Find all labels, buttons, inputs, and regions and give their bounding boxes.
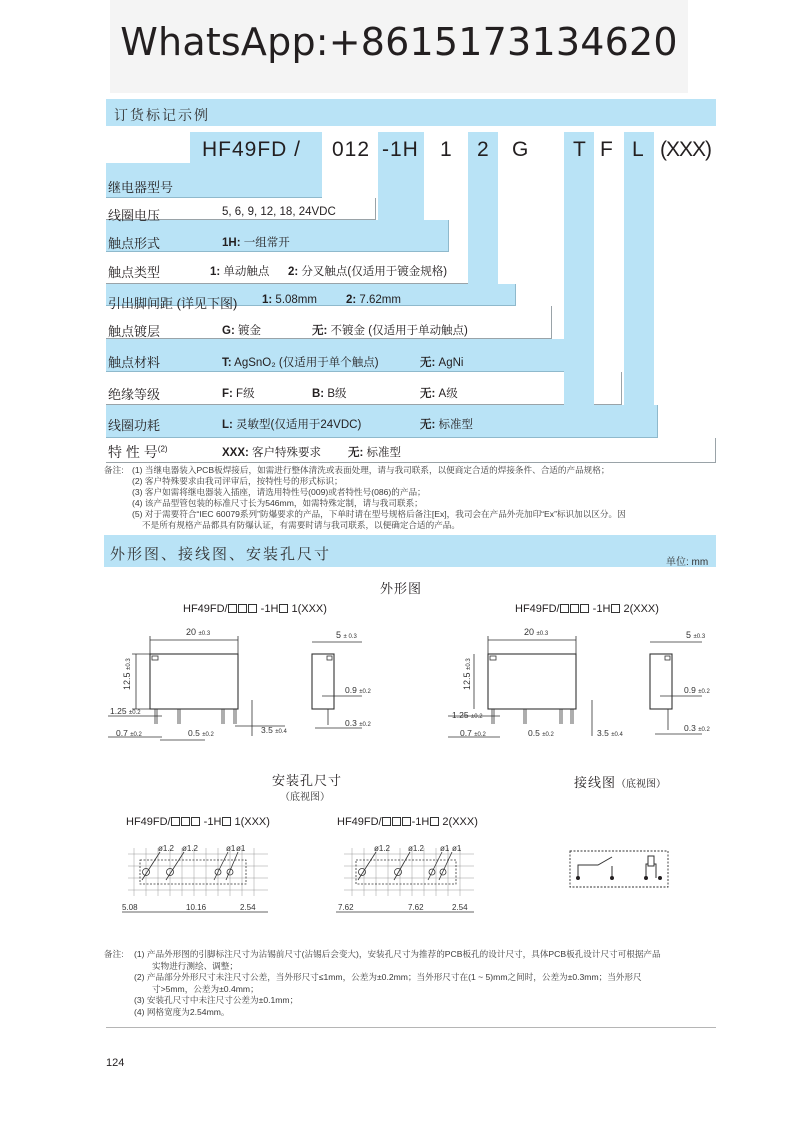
mounting-drawing-1 (118, 840, 278, 920)
svg-text:ø1.2: ø1.2 (374, 844, 391, 853)
svg-text:ø1: ø1 (452, 844, 462, 853)
dim-width: 5 ± 0.3 (336, 630, 357, 640)
text: 客户特殊要求 (248, 447, 322, 459)
svg-text:1.25 ±0.2: 1.25 ±0.2 (452, 710, 483, 720)
svg-text:0.5 ±0.2: 0.5 ±0.2 (188, 728, 214, 738)
dim-note-1-cont: 实物进行测绘、调整； (152, 960, 238, 971)
code-material: T (573, 138, 587, 161)
suffix: 1(XXX) (288, 603, 327, 615)
text: 单动触点 (220, 266, 270, 278)
text: 一组常开 (240, 237, 290, 249)
value-coil-power-2 (420, 416, 473, 432)
key: G: (222, 325, 235, 337)
watermark-text: WhatsApp:+8615173134620 (120, 20, 678, 64)
svg-text:0.9 ±0.2: 0.9 ±0.2 (684, 685, 710, 695)
key: L: (222, 419, 233, 431)
svg-text:7.62: 7.62 (338, 903, 354, 912)
value-contact-form (222, 234, 290, 250)
row-box-coil-power (106, 405, 658, 438)
text: 标准型 (435, 419, 474, 431)
svg-text:0.3 ±0.2: 0.3 ±0.2 (684, 723, 710, 733)
note-3: (3) 客户如需将继电器装入插座，请选用特性号(009)或者特性号(086)的产品； (132, 487, 426, 497)
ordering-notes (132, 465, 722, 531)
terminal-dots (576, 876, 662, 880)
code-contact-form: -1H (382, 138, 419, 161)
label-contact-form: 触点形式 (108, 236, 161, 251)
col-stripe-T (564, 132, 594, 405)
wiring-diagram (568, 848, 672, 890)
key: T: (222, 357, 232, 369)
key: XXX: (222, 447, 249, 459)
svg-text:5 ±0.3: 5 ±0.3 (686, 630, 706, 640)
text: AgSnO₂ (仅适用于单个触点) (231, 357, 379, 369)
svg-text:ø1: ø1 (440, 844, 450, 853)
value-coil-voltage: 5, 6, 9, 12, 18, 24VDC (222, 206, 336, 218)
code-feature: (XXX) (660, 138, 712, 161)
label-coil-voltage: 线圈电压 (108, 208, 161, 223)
code-contact-type: 1 (440, 138, 453, 161)
dim-note-2: (2) 产品部分外形尺寸未注尺寸公差，当外形尺寸≤1mm，公差为±0.2mm；当外形尺寸在(1 ~ 5)mm之间时，公差为±0.3mm；当外形尺 (134, 972, 642, 982)
svg-text:ø1: ø1 (236, 844, 246, 853)
dim-note-3: (3) 安装孔尺寸中未注尺寸公差为±0.1mm； (134, 995, 299, 1005)
wiring-title-text: 接线图 (574, 775, 617, 790)
code-voltage: 012 (332, 138, 371, 161)
text: 不镀金 (仅适用于单动触点) (327, 325, 468, 337)
note-5-cont: 不是所有规格产品都具有防爆认证，有需要时请与我司联系，以便确定合适的产品。 (142, 520, 460, 530)
code-model: HF49FD / (202, 138, 302, 161)
text: 标准型 (363, 447, 402, 459)
value-material-1 (222, 354, 379, 370)
code-coil-power: L (632, 138, 645, 161)
prefix: HF49FD/ (183, 603, 228, 615)
svg-text:0.7 ±0.2: 0.7 ±0.2 (460, 728, 486, 738)
svg-text:2.54: 2.54 (240, 903, 256, 912)
dimensions-section-title: 外形图、接线图、安装孔尺寸 (110, 546, 332, 563)
value-insulation-2 (312, 385, 347, 401)
middle: -1H (589, 603, 611, 615)
label-contact-type: 触点类型 (108, 265, 161, 280)
svg-text:ø1.2: ø1.2 (408, 844, 425, 853)
text: F级 (232, 388, 255, 400)
mounting-variant-2 (337, 816, 478, 828)
svg-text:0.7 ±0.2: 0.7 ±0.2 (116, 728, 142, 738)
svg-text:0.5 ±0.2: 0.5 ±0.2 (528, 728, 554, 738)
code-pin-pitch: 2 (477, 138, 490, 161)
value-feature-1 (222, 444, 321, 460)
mounting-drawing-2 (334, 840, 484, 920)
key: B: (312, 388, 325, 400)
prefix: HF49FD/ (337, 816, 382, 828)
outline-variant-2 (515, 603, 659, 615)
label-feature-text: 特 性 号 (108, 444, 158, 460)
text: A级 (435, 388, 458, 400)
outline-drawing-2 (440, 618, 730, 746)
prefix: HF49FD/ (126, 816, 171, 828)
label-insulation: 绝缘等级 (108, 387, 161, 402)
dim-notes-label: 备注: (104, 949, 124, 959)
wiring-subtitle: （底视图） (616, 779, 667, 790)
code-plating: G (512, 138, 530, 161)
key: 无: (420, 388, 436, 400)
text: 5.08mm (272, 294, 317, 306)
svg-text:0.3 ±0.2: 0.3 ±0.2 (345, 718, 371, 728)
middle: -1H (257, 603, 279, 615)
svg-text:1.25 ±0.2: 1.25 ±0.2 (110, 706, 141, 716)
key: 1H: (222, 237, 241, 249)
ordering-section-title: 订货标记示例 (114, 107, 210, 123)
dim-note-4: (4) 网格宽度为2.54mm。 (134, 1006, 230, 1017)
svg-text:12.5 ±0.3: 12.5 ±0.3 (462, 658, 472, 690)
dim-length: 20 ±0.3 (186, 627, 211, 637)
text: 镀金 (234, 325, 261, 337)
label-feature-sup: (2) (157, 444, 168, 454)
label-pin-pitch: 引出脚间距 (详见下图) (108, 296, 238, 311)
key: 2: (288, 266, 299, 278)
key: 1: (262, 294, 273, 306)
svg-text:10.16: 10.16 (186, 903, 207, 912)
key: 无: (348, 447, 364, 459)
note-4: (4) 该产品型管包装的标准尺寸长为546mm，如需特殊定制，请与我司联系； (132, 498, 423, 508)
label-model: 继电器型号 (108, 180, 174, 195)
wiring-title (574, 772, 666, 791)
dim-height: 12.5 ±0.3 (122, 658, 132, 690)
value-plating-1 (222, 322, 261, 338)
outline-variant-1 (183, 603, 327, 615)
note-2: (2) 客户特殊要求由我司评审后，按特性号的形式标识； (132, 476, 343, 486)
svg-text:ø1: ø1 (226, 844, 236, 853)
label-feature (108, 442, 168, 462)
text: AgNi (435, 357, 464, 369)
middle: -1H (411, 816, 430, 828)
value-coil-power-1 (222, 416, 361, 432)
value-plating-2 (312, 322, 468, 338)
value-insulation-1 (222, 385, 255, 401)
svg-text:0.9 ±0.2: 0.9 ±0.2 (345, 685, 371, 695)
prefix: HF49FD/ (515, 603, 560, 615)
suffix: 1(XXX) (231, 816, 270, 828)
key: F: (222, 388, 233, 400)
mounting-subtitle: （底视图） (280, 792, 330, 803)
text: B级 (324, 388, 347, 400)
value-material-2 (420, 354, 463, 370)
outline-drawing-1 (100, 618, 390, 746)
label-plating: 触点镀层 (108, 324, 161, 339)
row-box-feature (106, 438, 716, 463)
key: 无: (312, 325, 328, 337)
footer-divider (106, 1027, 716, 1028)
svg-text:ø1.2: ø1.2 (158, 844, 175, 853)
svg-text:7.62: 7.62 (408, 903, 424, 912)
svg-text:5.08: 5.08 (122, 903, 138, 912)
value-pin-pitch-2 (346, 294, 401, 306)
key: 2: (346, 294, 357, 306)
row-box-insulation (106, 372, 622, 405)
svg-text:ø1.2: ø1.2 (182, 844, 199, 853)
page-number: 124 (106, 1057, 125, 1069)
key: 无: (420, 419, 436, 431)
note-1: (1) 当继电器装入PCB板焊接后，如需进行整体清洗或表面处理，请与我司联系，以便商定合适的焊接条件、合适的产品规格； (132, 465, 610, 475)
dim-notes (134, 949, 724, 1018)
svg-text:20 ±0.3: 20 ±0.3 (524, 627, 549, 637)
value-feature-2 (348, 444, 401, 460)
value-contact-type-1 (210, 263, 269, 279)
text: 7.62mm (356, 294, 401, 306)
text: 灵敏型(仅适用于24VDC) (232, 419, 362, 431)
middle: -1H (200, 816, 222, 828)
ordering-notes-label: 备注: (104, 465, 124, 475)
svg-text:2.54: 2.54 (452, 903, 468, 912)
note-5: (5) 对于需要符合“IEC 60079系列”防爆要求的产品，下单时请在型号规格后备注[Ex]，我司会在产品外壳加印“Ex”标识加以区分。因 (132, 509, 626, 519)
value-pin-pitch-1 (262, 294, 317, 306)
unit-label: 单位: mm (666, 557, 709, 568)
value-contact-type-2 (288, 263, 447, 279)
suffix: 2(XXX) (439, 816, 478, 828)
dim-note-1: (1) 产品外形图的引脚标注尺寸为沾锡前尺寸(沾锡后会变大)，安装孔尺寸为推荐的PCB板孔的设计尺寸，具体PCB板孔设计尺寸可根据产品 (134, 949, 661, 959)
col-stripe-L (624, 132, 654, 405)
mounting-title: 安装孔尺寸 (272, 773, 343, 788)
code-insulation: F (600, 138, 614, 161)
label-coil-power: 线圈功耗 (108, 418, 161, 433)
key: 1: (210, 266, 221, 278)
text: 分叉触点(仅适用于镀金规格) (298, 266, 448, 278)
value-insulation-3 (420, 385, 458, 401)
key: 无: (420, 357, 436, 369)
svg-text:3.5 ±0.4: 3.5 ±0.4 (597, 728, 623, 738)
svg-text:3.5 ±0.4: 3.5 ±0.4 (261, 725, 287, 735)
suffix: 2(XXX) (620, 603, 659, 615)
mounting-variant-1 (126, 816, 270, 828)
outline-title: 外形图 (380, 581, 423, 596)
label-contact-material: 触点材料 (108, 355, 161, 370)
dim-note-2-cont: 寸>5mm，公差为±0.4mm； (152, 983, 259, 994)
